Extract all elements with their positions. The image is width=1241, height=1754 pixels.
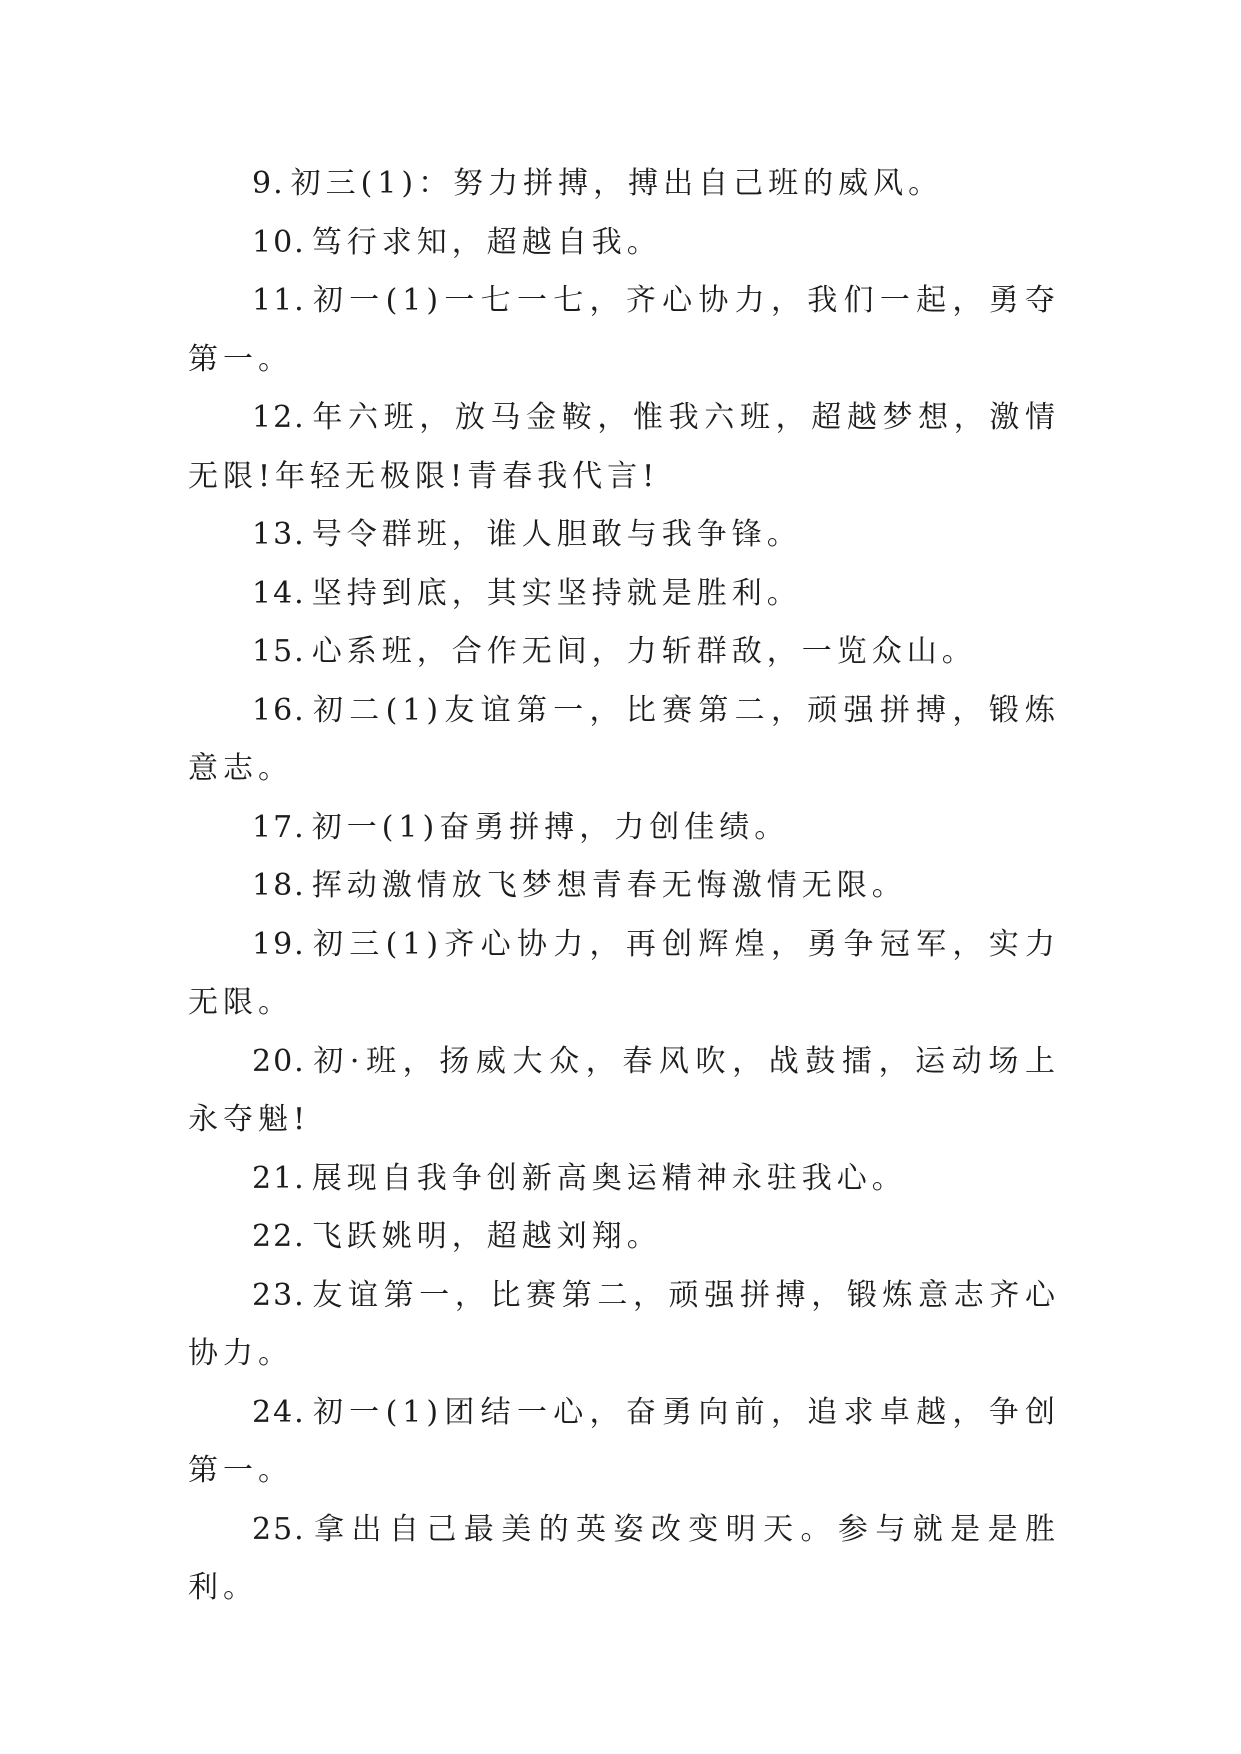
item-number: 10. — [252, 224, 306, 260]
item-text: 拿出自己最美的英姿改变明天。参与就是是胜利。 — [188, 1511, 1060, 1605]
list-item — [188, 1033, 1060, 1150]
item-text: 笃行求知，超越自我。 — [311, 224, 662, 260]
list-item — [188, 1267, 1060, 1384]
item-number: 16. — [252, 692, 306, 728]
item-text: 飞跃姚明，超越刘翔。 — [311, 1219, 662, 1254]
item-number: 9. — [252, 166, 285, 201]
slogan-list — [188, 155, 1060, 1618]
item-number: 24. — [252, 1394, 306, 1430]
list-item — [188, 682, 1060, 799]
item-number: 20. — [252, 1043, 306, 1079]
list-item — [188, 1384, 1060, 1501]
list-item — [188, 916, 1060, 1033]
item-text: 初·班，扬威大众，春风吹，战鼓擂，运动场上永夺魁! — [188, 1043, 1060, 1137]
item-text: 初三(1)齐心协力，再创辉煌，勇争冠军，实力无限。 — [188, 926, 1060, 1020]
item-text: 年六班，放马金鞍，惟我六班，超越梦想，激情无限!年轻无极限!青春我代言! — [188, 400, 1060, 494]
item-text: 挥动激情放飞梦想青春无悔激情无限。 — [311, 868, 907, 903]
item-text: 初二(1)友谊第一，比赛第二，顽强拼搏，锻炼意志。 — [188, 692, 1060, 786]
item-text: 初一(1)奋勇拼搏，力创佳绩。 — [311, 809, 790, 845]
item-number: 11. — [252, 283, 306, 318]
item-number: 18. — [252, 868, 306, 903]
list-item — [188, 799, 1060, 858]
list-item — [188, 506, 1060, 565]
list-item — [188, 565, 1060, 624]
list-item — [188, 214, 1060, 273]
list-item — [188, 1150, 1060, 1209]
item-number: 13. — [252, 517, 306, 552]
item-text: 号令群班，谁人胆敢与我争锋。 — [311, 517, 802, 552]
item-text: 展现自我争创新高奥运精神永驻我心。 — [311, 1160, 907, 1196]
list-item — [188, 272, 1060, 389]
item-text: 初一(1)团结一心，奋勇向前，追求卓越，争创第一。 — [188, 1394, 1060, 1488]
list-item — [188, 1208, 1060, 1267]
item-number: 25. — [252, 1511, 306, 1547]
item-text: 初三(1)：努力拼搏，搏出自己班的威风。 — [290, 166, 944, 201]
list-item — [188, 389, 1060, 506]
item-text: 初一(1)一七一七，齐心协力，我们一起，勇夺第一。 — [188, 283, 1060, 377]
item-number: 21. — [252, 1160, 306, 1196]
item-text: 坚持到底，其实坚持就是胜利。 — [311, 575, 802, 611]
list-item — [188, 155, 1060, 214]
item-number: 17. — [252, 809, 306, 845]
list-item — [188, 857, 1060, 916]
item-number: 12. — [252, 400, 306, 435]
item-number: 22. — [252, 1219, 306, 1254]
item-text: 友谊第一，比赛第二，顽强拼搏，锻炼意志齐心协力。 — [188, 1277, 1060, 1371]
item-number: 15. — [252, 634, 306, 669]
list-item — [188, 1501, 1060, 1618]
item-text: 心系班，合作无间，力斩群敌，一览众山。 — [311, 634, 977, 669]
list-item — [188, 623, 1060, 682]
item-number: 19. — [252, 926, 306, 962]
item-number: 14. — [252, 575, 306, 611]
item-number: 23. — [252, 1277, 306, 1313]
